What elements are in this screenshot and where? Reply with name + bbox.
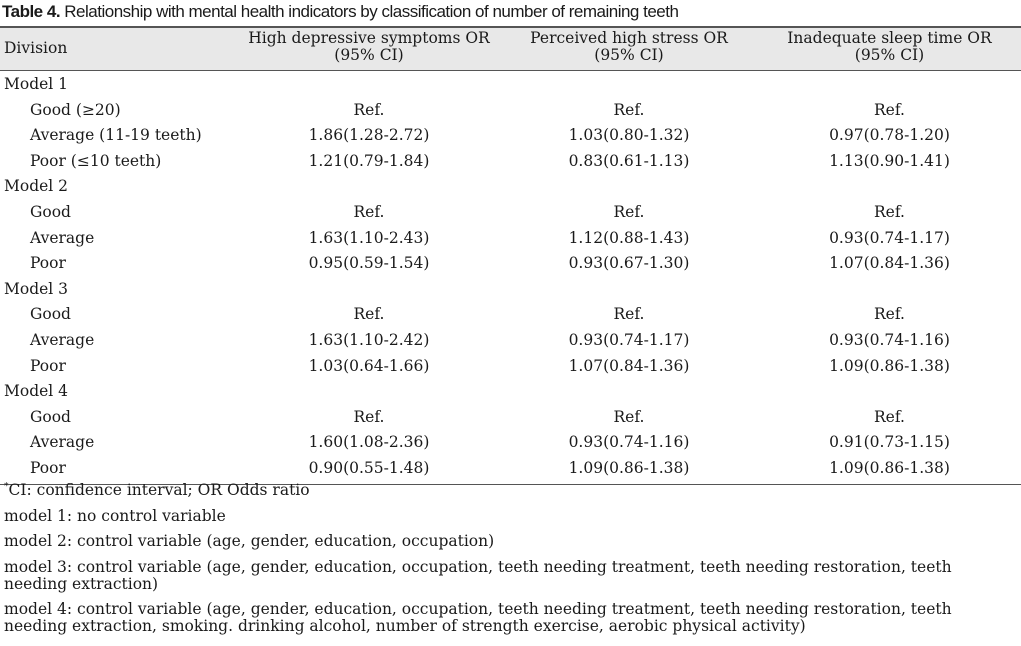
table-row xyxy=(0,98,1021,124)
row-label: Poor xyxy=(30,356,66,375)
cell-stress: 1.03(0.80-1.32) xyxy=(568,126,690,145)
table-caption xyxy=(2,0,678,24)
cell-stress: Ref. xyxy=(613,305,645,324)
cell-depressive: 1.86(1.28-2.72) xyxy=(308,126,430,145)
cell-depressive: 0.90(0.55-1.48) xyxy=(308,458,430,477)
header-sleep-time-title: Inadequate sleep time OR xyxy=(787,29,992,47)
cell-sleep: 0.93(0.74-1.17) xyxy=(829,228,950,247)
table-row xyxy=(0,405,1021,431)
note-model-4: model 4: control variable (age, gender, education, occupation, teeth needing treatment, teeth needing restoration, teeth needing extraction, smoking. drinking alcohol, number of strength exercise, aerobic physical activity) xyxy=(4,600,952,635)
cell-stress: 1.12(0.88-1.43) xyxy=(568,228,690,247)
row-label: Good xyxy=(30,305,71,324)
table-row xyxy=(0,302,1021,328)
header-depressive-symptoms-title: High depressive symptoms OR xyxy=(248,29,490,47)
cell-depressive: 1.63(1.10-2.43) xyxy=(308,228,430,247)
cell-depressive: 1.60(1.08-2.36) xyxy=(308,433,430,452)
results-table xyxy=(0,26,1021,485)
cell-depressive: Ref. xyxy=(353,100,385,119)
row-label: Model 3 xyxy=(4,279,69,298)
table-row xyxy=(0,72,1021,98)
row-label: Model 1 xyxy=(4,75,69,93)
table-row xyxy=(0,328,1021,354)
row-label: Model 2 xyxy=(4,177,69,196)
table-row xyxy=(0,251,1021,277)
row-label: Good xyxy=(30,202,71,221)
cell-sleep: 0.97(0.78-1.20) xyxy=(829,126,950,145)
cell-depressive: 1.63(1.10-2.42) xyxy=(308,330,430,349)
cell-stress: Ref. xyxy=(613,202,645,221)
cell-depressive: 0.95(0.59-1.54) xyxy=(308,254,430,273)
footnote-mark: * xyxy=(4,481,9,492)
row-label: Average xyxy=(30,330,95,349)
table-row xyxy=(0,456,1021,482)
cell-sleep: 1.13(0.90-1.41) xyxy=(829,151,950,170)
note-model-1: model 1: no control variable xyxy=(4,506,226,525)
row-label: Poor xyxy=(30,254,66,273)
table-row xyxy=(0,200,1021,226)
cell-stress: Ref. xyxy=(613,100,645,119)
header-division: Division xyxy=(4,39,68,57)
cell-stress: Ref. xyxy=(613,407,645,426)
table-row xyxy=(0,123,1021,149)
cell-sleep: 1.07(0.84-1.36) xyxy=(829,254,950,273)
cell-sleep: 0.93(0.74-1.16) xyxy=(829,330,950,349)
cell-stress: 0.83(0.61-1.13) xyxy=(568,151,690,170)
cell-sleep: 1.09(0.86-1.38) xyxy=(829,458,950,477)
table-row xyxy=(0,430,1021,456)
header-sleep-time xyxy=(758,30,1021,64)
cell-sleep: 0.91(0.73-1.15) xyxy=(829,433,950,452)
cell-sleep: Ref. xyxy=(874,202,905,221)
header-perceived-stress xyxy=(500,30,758,64)
footnote-abbreviations xyxy=(4,482,1014,499)
row-label: Poor xyxy=(30,458,66,477)
table-row xyxy=(0,354,1021,380)
row-label: Good xyxy=(30,407,71,426)
row-label: Average xyxy=(30,228,95,247)
table-row xyxy=(0,174,1021,200)
cell-depressive: Ref. xyxy=(353,407,385,426)
cell-sleep: Ref. xyxy=(874,407,905,426)
cell-sleep: 1.09(0.86-1.38) xyxy=(829,356,950,375)
cell-depressive: 1.03(0.64-1.66) xyxy=(308,356,430,375)
row-label: Poor (≤10 teeth) xyxy=(30,151,162,170)
cell-sleep: Ref. xyxy=(874,305,905,324)
table-body xyxy=(0,71,1021,485)
cell-stress: 0.93(0.74-1.16) xyxy=(568,433,690,452)
cell-depressive: 1.21(0.79-1.84) xyxy=(308,151,430,170)
cell-depressive: Ref. xyxy=(353,305,385,324)
note-model-3: model 3: control variable (age, gender, education, occupation, teeth needing treatment, teeth needing restoration, teeth needing extraction) xyxy=(4,557,952,593)
cell-depressive: Ref. xyxy=(353,202,385,221)
table-caption-label: Table 4. xyxy=(2,2,61,21)
header-sleep-time-ci: (95% CI) xyxy=(854,46,925,64)
table-row xyxy=(0,226,1021,252)
row-label: Model 4 xyxy=(4,382,69,401)
note-model-2: model 2: control variable (age, gender, education, occupation) xyxy=(4,532,495,550)
table-row xyxy=(0,277,1021,303)
header-perceived-stress-title: Perceived high stress OR xyxy=(530,29,728,47)
cell-stress: 1.09(0.86-1.38) xyxy=(568,458,690,477)
table-header xyxy=(0,26,1021,71)
header-depressive-symptoms-ci: (95% CI) xyxy=(334,46,404,64)
row-label: Average (11-19 teeth) xyxy=(30,126,202,145)
table-row xyxy=(0,149,1021,175)
table-caption-text: Relationship with mental health indicators by classification of number of remaining teeth xyxy=(64,2,679,21)
cell-stress: 1.07(0.84-1.36) xyxy=(568,356,690,375)
header-perceived-stress-ci: (95% CI) xyxy=(594,46,664,64)
row-label: Average xyxy=(30,433,95,452)
cell-stress: 0.93(0.74-1.17) xyxy=(568,330,690,349)
cell-sleep: Ref. xyxy=(874,100,905,119)
table-row xyxy=(0,379,1021,405)
cell-stress: 0.93(0.67-1.30) xyxy=(568,254,690,273)
header-depressive-symptoms xyxy=(238,30,500,64)
footnote-text: CI: confidence interval; OR Odds ratio xyxy=(8,481,310,499)
table-notes xyxy=(4,482,1014,644)
row-label: Good (≥20) xyxy=(30,100,121,119)
